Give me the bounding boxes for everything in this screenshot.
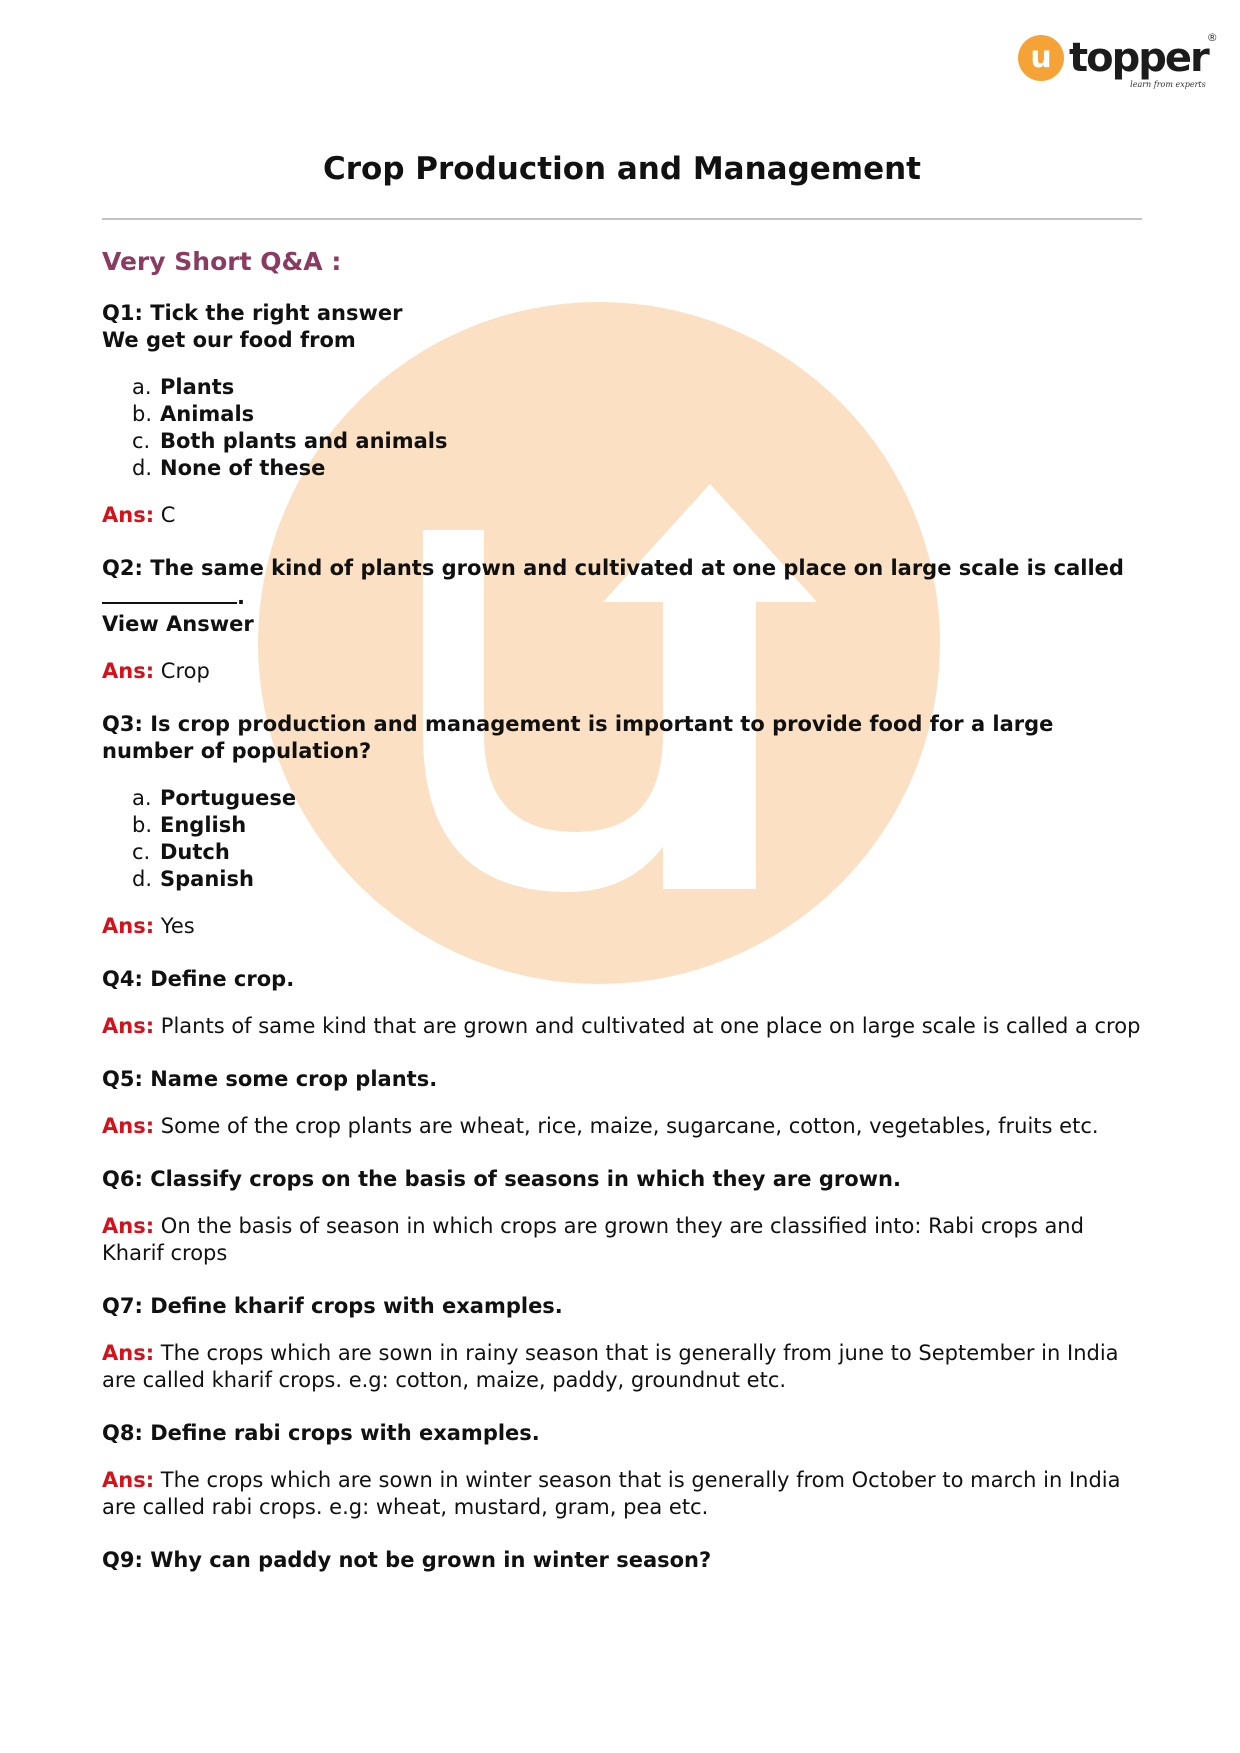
question-block-7 <box>102 1293 1142 1394</box>
answer: Ans: Some of the crop plants are wheat, rice, maize, sugarcane, cotton, vegetables, fruits etc. <box>102 1114 1099 1138</box>
logo-text <box>1069 31 1218 89</box>
question-block-6 <box>102 1166 1142 1267</box>
section-heading: Very Short Q&A : <box>102 247 342 276</box>
question-text: Q7: Define kharif crops with examples. <box>102 1294 563 1318</box>
logo-tagline: learn from experts <box>1130 80 1206 89</box>
answer: Ans: Crop <box>102 659 210 683</box>
view-answer-link[interactable]: View Answer <box>102 612 254 636</box>
answer: Ans: Plants of same kind that are grown and cultivated at one place on large scale is called a crop <box>102 1014 1141 1038</box>
question-block-3 <box>102 711 1142 940</box>
option-item: c. Dutch <box>132 840 230 864</box>
option-item: b. Animals <box>132 402 255 426</box>
question-block-4 <box>102 966 1142 1040</box>
question-text: Q4: Define crop. <box>102 967 295 991</box>
logo-word: topper <box>1069 35 1208 81</box>
document-content <box>102 148 1142 1574</box>
answer: Ans: C <box>102 503 176 527</box>
question-block-9 <box>102 1547 1142 1574</box>
option-item: d. Spanish <box>132 867 254 891</box>
question-text: Q8: Define rabi crops with examples. <box>102 1421 540 1445</box>
question-text: Q2: The same kind of plants grown and cultivated at one place on large scale is called. <box>102 556 1124 609</box>
logo-u-icon: u <box>1018 35 1064 81</box>
option-item: a. Plants <box>132 375 235 399</box>
option-item: a. Portuguese <box>132 786 297 810</box>
option-item: c. Both plants and animals <box>132 429 448 453</box>
question-text: Q9: Why can paddy not be grown in winter season? <box>102 1548 712 1572</box>
logo-registered-mark: ® <box>1206 31 1218 44</box>
title-divider <box>102 218 1142 220</box>
question-text: Q5: Name some crop plants. <box>102 1067 438 1091</box>
answer: Ans: On the basis of season in which crops are grown they are classified into: Rabi crops and Kharif crops <box>102 1214 1084 1265</box>
question-block-2 <box>102 555 1142 685</box>
question-block-1 <box>102 300 1142 529</box>
page-title: Crop Production and Management <box>322 151 922 187</box>
answer: Ans: Yes <box>102 914 195 938</box>
option-item: d. None of these <box>132 456 326 480</box>
answer: Ans: The crops which are sown in winter season that is generally from October to march in India are called rabi crops. e.g: wheat, mustard, gram, pea etc. <box>102 1468 1121 1519</box>
question-text: Q1: Tick the right answer <box>102 301 403 325</box>
options-list <box>102 785 1142 893</box>
answer: Ans: The crops which are sown in rainy season that is generally from june to September in India are called kharif crops. e.g: cotton, maize, paddy, groundnut etc. <box>102 1341 1119 1392</box>
question-block-8 <box>102 1420 1142 1521</box>
question-text: Q3: Is crop production and management is important to provide food for a large number of population? <box>102 712 1054 763</box>
topper-logo <box>1018 28 1218 89</box>
question-text: Q6: Classify crops on the basis of seasons in which they are grown. <box>102 1167 901 1191</box>
question-subtext: We get our food from <box>102 328 356 352</box>
option-item: b. English <box>132 813 247 837</box>
question-block-5 <box>102 1066 1142 1140</box>
options-list <box>102 374 1142 482</box>
answer-blank <box>102 582 237 604</box>
